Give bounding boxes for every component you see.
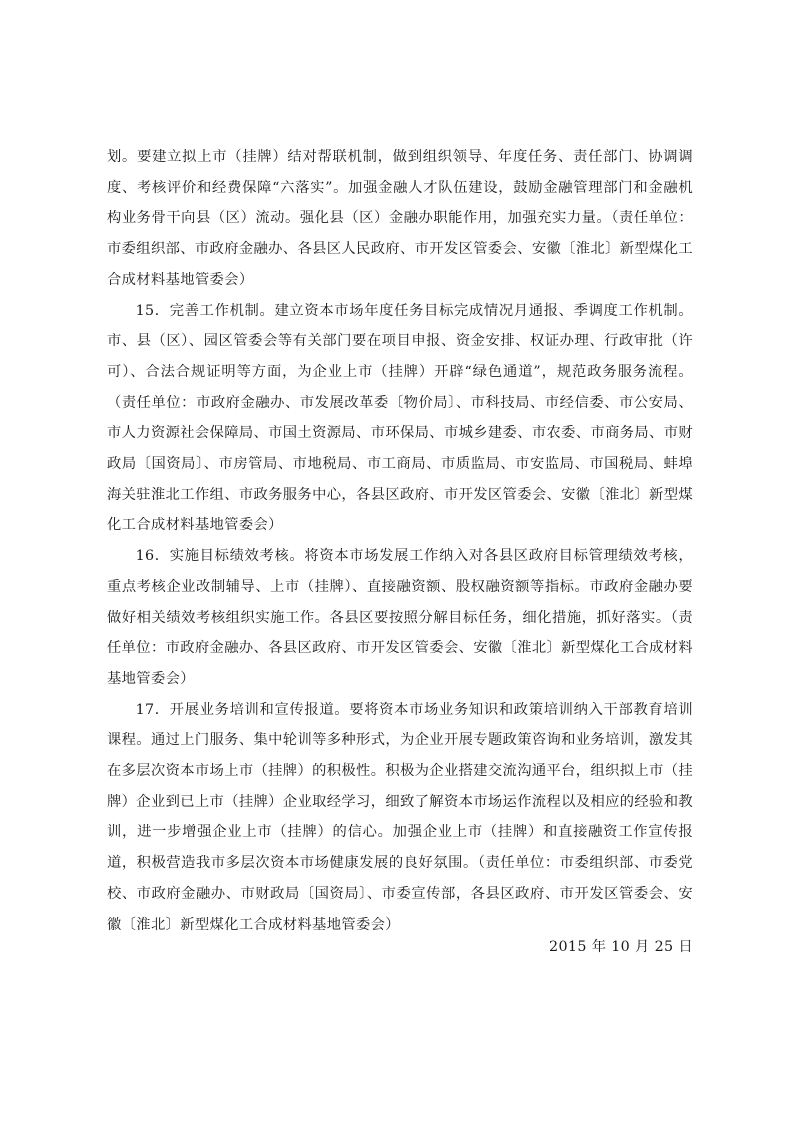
paragraph-continuation: 划。要建立拟上市（挂牌）结对帮联机制，做到组织领导、年度任务、责任部门、协调调度、考核评价和经费保障“六落实”。加强金融人才队伍建设，鼓励金融管理部门和金融机构业务骨干向县（区）流动。强化县（区）金融办职能作用，加强充实力量。（责任单位：市委组织部、市政府金融办、各县区人民政府、市开发区管委会、安徽〔淮北〕新型煤化工合成材料基地管委会） [107, 149, 693, 288]
paragraph-item-17: 17．开展业务培训和宣传报道。要将资本市场业务知识和政策培训纳入干部教育培训课程。通过上门服务、集中轮训等多种形式，为企业开展专题政策咨询和业务培训，激发其在多层次资本市场上市（挂牌）的积极性。积极为企业搭建交流沟通平台，组织拟上市（挂牌）企业到已上市（挂牌）企业取经学习，细致了解资本市场运作流程以及相应的经验和教训，进一步增强企业上市（挂牌）的信心。加强企业上市（挂牌）和直接融资工作宣传报道，积极营造我市多层次资本市场健康发展的良好氛围。（责任单位：市委组织部、市委党校、市政府金融办、市财政局〔国资局〕、市委宣传部，各县区政府、市开发区管委会、安徽〔淮北〕新型煤化工合成材料基地管委会） [107, 701, 693, 933]
document-body [107, 142, 693, 940]
document-date: 2015 年 10 月 25 日 [549, 939, 693, 955]
paragraph-item-16: 16．实施目标绩效考核。将资本市场发展工作纳入对各县区政府目标管理绩效考核，重点考核企业改制辅导、上市（挂牌）、直接融资额、股权融资额等指标。市政府金融办要做好相关绩效考核组织实施工作。各县区要按照分解目标任务，细化措施，抓好落实。（责任单位：市政府金融办、各县区政府、市开发区管委会、安徽〔淮北〕新型煤化工合成材料基地管委会） [107, 548, 693, 687]
paragraph-item-15: 15．完善工作机制。建立资本市场年度任务目标完成情况月通报、季调度工作机制。市、县（区）、园区管委会等有关部门要在项目申报、资金安排、权证办理、行政审批（许可）、合法合规证明等方面，为企业上市（挂牌）开辟“绿色通道”，规范政务服务流程。（责任单位：市政府金融办、市发展改革委〔物价局〕、市科技局、市经信委、市公安局、市人力资源社会保障局、市国土资源局、市环保局、市城乡建委、市农委、市商务局、市财政局〔国资局〕、市房管局、市地税局、市工商局、市质监局、市安监局、市国税局、蚌埠海关驻淮北工作组、市政务服务中心，各县区政府、市开发区管委会、安徽〔淮北〕新型煤化工合成材料基地管委会） [107, 302, 693, 534]
